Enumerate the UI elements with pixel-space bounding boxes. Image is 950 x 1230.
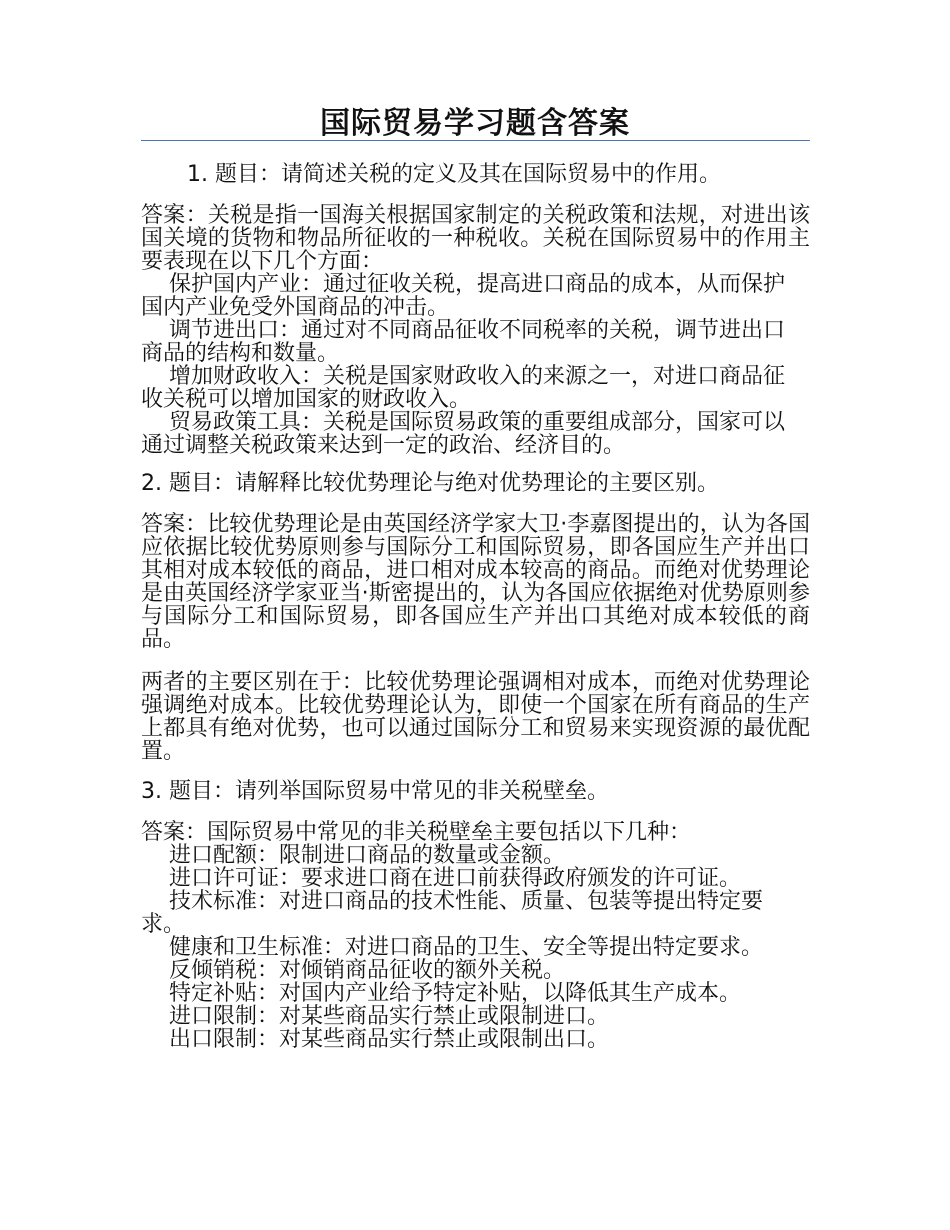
answer-3-point: 技术标准：对进口商品的技术性能、质量、包装等提出特定要求。: [141, 889, 764, 937]
answer-3-point: 进口配额：限制进口商品的数量或金额。: [169, 843, 566, 868]
answer-3-point: 进口许可证：要求进口商在进口前获得政府颁发的许可证。: [169, 866, 742, 891]
answer-3-intro: 答案：国际贸易中常见的非关税壁垒主要包括以下几种：: [141, 820, 692, 845]
document-title: 国际贸易学习题含答案: [320, 106, 630, 141]
answer-2-difference: 两者的主要区别在于：比较优势理论强调相对成本，而绝对优势理论强调绝对成本。比较优势理论认为，即使一个国家在所有商品的生产上都具有绝对优势，也可以通过国际分工和贸易来实现资源的最优配置。: [141, 670, 810, 764]
answer-1-point: 增加财政收入：关税是国家财政收入的来源之一，对进口商品征收关税可以增加国家的财政收入。: [141, 364, 786, 412]
answer-3-point: 进口限制：对某些商品实行禁止或限制进口。: [169, 1004, 610, 1029]
answer-3-point: 特定补贴：对国内产业给予特定补贴，以降低其生产成本。: [169, 981, 742, 1006]
answer-2: 答案：比较优势理论是由英国经济学家大卫·李嘉图提出的，认为各国应依据比较优势原则参与国际分工和国际贸易，即各国应生产并出口其相对成本较低的商品，进口相对成本较高的商品。而绝对优势理论是由英国经济学家亚当·斯密提出的，认为各国应依据绝对优势原则参与国际分工和国际贸易，即各国应生产并出口其绝对成本较低的商品。: [141, 512, 810, 652]
answer-3-point: 出口限制：对某些商品实行禁止或限制出口。: [169, 1027, 610, 1052]
title-underline: [141, 140, 810, 141]
answer-3-point: 反倾销税：对倾销商品征收的额外关税。: [169, 958, 566, 983]
answer-1-intro: 答案：关税是指一国海关根据国家制定的关税政策和法规，对进出该国关境的货物和物品所征收的一种税收。关税在国际贸易中的作用主要表现在以下几个方面：: [141, 203, 810, 274]
answer-3-point: 健康和卫生标准：对进口商品的卫生、安全等提出特定要求。: [169, 935, 764, 960]
answer-1-point: 保护国内产业：通过征收关税，提高进口商品的成本，从而保护国内产业免受外国商品的冲击。: [141, 272, 786, 320]
question-1: 1. 题目：请简述关税的定义及其在国际贸易中的作用。: [187, 162, 721, 187]
question-2: 2. 题目：请解释比较优势理论与绝对优势理论的主要区别。: [141, 471, 719, 496]
document-body: [141, 150, 810, 1051]
answer-1-point: 调节进出口：通过对不同商品征收不同税率的关税，调节进出口商品的结构和数量。: [141, 318, 786, 366]
question-3: 3. 题目：请列举国际贸易中常见的非关税壁垒。: [141, 779, 609, 804]
answer-1-point: 贸易政策工具：关税是国际贸易政策的重要组成部分，国家可以通过调整关税政策来达到一定的政治、经济目的。: [141, 410, 786, 458]
